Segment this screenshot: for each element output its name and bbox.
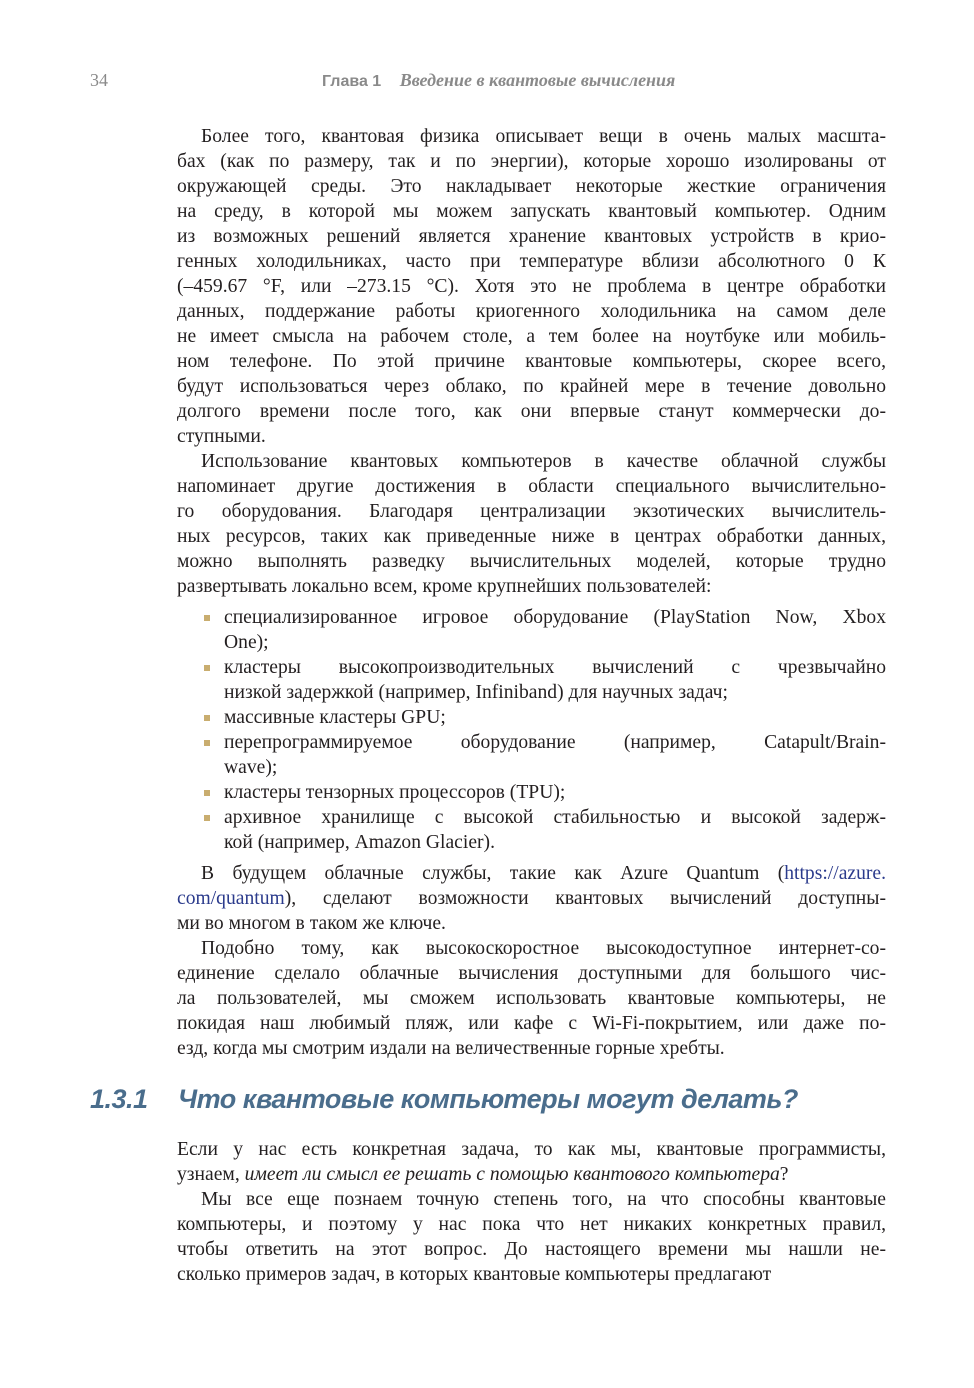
text-line: генных холодильниках, часто при температуре вблизи абсолютного 0 К	[177, 251, 886, 272]
text-line: массивные кластеры GPU;	[224, 707, 446, 728]
text-line: единение сделало облачные вычисления доступными для большого чис-	[177, 963, 886, 984]
text-span: В будущем облачные службы, такие как Azure Quantum (	[201, 863, 785, 884]
page-number: 34	[90, 70, 108, 90]
text-line: Более того, квантовая физика описывает вещи в очень малых масшта-	[201, 126, 886, 147]
bullet-icon	[204, 715, 210, 721]
text-line: данных, поддержание работы криогенного холодильника на самом деле	[177, 301, 886, 322]
bullet-icon	[204, 815, 210, 821]
paragraph	[177, 1137, 886, 1187]
text-line: долгого времени после того, как они впервые станут коммерчески до-	[177, 401, 886, 422]
text-line: кластеры тензорных процессоров (TPU);	[224, 782, 566, 803]
list-item	[177, 730, 886, 780]
italic-text: имеет ли смысл ее решать с помощью квантового компьютера	[244, 1164, 780, 1185]
text-line: One);	[224, 632, 269, 653]
paragraph	[177, 124, 886, 449]
text-line: перепрограммируемое оборудование (например, Catapult/Brain-	[224, 732, 886, 753]
text-line: на среду, в которой мы можем запускать квантовый компьютер. Одним	[177, 201, 886, 222]
text-line	[177, 886, 886, 911]
text-line: езд, когда мы смотрим издали на величественные горные хребты.	[177, 1038, 725, 1059]
text-line: wave);	[224, 757, 278, 778]
text-line: будут использоваться через облако, по крайней мере в течение довольно	[177, 376, 886, 397]
text-line: ных ресурсов, таких как приведенные ниже в центрах обработки данных,	[177, 526, 886, 547]
running-header	[322, 70, 675, 91]
text-line: бах (как по размеру, так и по энергии), которые хорошо изолированы от	[177, 151, 886, 172]
list-item	[177, 705, 886, 730]
list-item	[177, 655, 886, 705]
section-number: 1.3.1	[90, 1084, 148, 1114]
text-line: из возможных решений является хранение квантовых устройств в крио-	[177, 226, 886, 247]
text-line: Использование квантовых компьютеров в качестве облачной службы	[201, 451, 886, 472]
list-item	[177, 605, 886, 655]
section-title: Что квантовые компьютеры могут делать?	[178, 1084, 798, 1114]
text-line: Если у нас есть конкретная задача, то как мы, квантовые программисты,	[177, 1139, 886, 1160]
link[interactable]: https://azure.	[784, 863, 886, 884]
text-line: не имеет смысла на рабочем столе, а тем более на ноутбуке или мобиль-	[177, 326, 886, 347]
text-line: окружающей среды. Это накладывает некоторые жесткие ограничения	[177, 176, 886, 197]
text-line: ном телефоне. По этой причине квантовые компьютеры, скорее всего,	[177, 351, 886, 372]
text-line	[177, 1162, 886, 1187]
text-line: сколько примеров задач, в которых квантовые компьютеры предлагают	[177, 1264, 772, 1285]
text-line: покидая наш любимый пляж, или кафе с Wi-Fi-покрытием, или даже по-	[177, 1013, 886, 1034]
text-line: специализированное игровое оборудование (PlayStation Now, Xbox	[224, 607, 886, 628]
text-line: можно выполнять разведку вычислительных моделей, которые трудно	[177, 551, 886, 572]
bullet-icon	[204, 790, 210, 796]
list-item	[177, 780, 886, 805]
text-line	[177, 861, 886, 886]
bullet-list	[177, 605, 886, 855]
text-line: архивное хранилище с высокой стабильностью и высокой задерж-	[224, 807, 886, 828]
paragraph	[177, 449, 886, 599]
text-line: компьютеры, и поэтому у нас пока что нет никаких конкретных правил,	[177, 1214, 886, 1235]
list-item	[177, 805, 886, 855]
bullet-icon	[204, 740, 210, 746]
text-line: Мы все еще познаем точную степень того, на что способны квантовые	[201, 1189, 886, 1210]
chapter-title: Введение в квантовые вычисления	[399, 70, 676, 90]
text-line: (–459.67 °F, или –273.15 °C). Хотя это не проблема в центре обработки	[177, 276, 886, 297]
text-span: ), сделают возможности квантовых вычислений доступны-	[284, 888, 886, 909]
text-span: узнаем,	[177, 1164, 245, 1185]
text-line: чтобы ответить на этот вопрос. До настоящего времени мы нашли не-	[177, 1239, 886, 1260]
link[interactable]: com/quantum	[177, 888, 285, 909]
paragraph	[177, 1187, 886, 1287]
text-line: развертывать локально всем, кроме крупнейших пользователей:	[177, 576, 712, 597]
bullet-icon	[204, 665, 210, 671]
text-line: низкой задержкой (например, Infiniband) для научных задач;	[224, 682, 728, 703]
text-line: ла пользователей, мы сможем использовать квантовые компьютеры, не	[177, 988, 886, 1009]
text-span: ?	[779, 1164, 789, 1185]
text-line: ступными.	[177, 426, 266, 447]
text-line: напоминает другие достижения в области специального вычислительно-	[177, 476, 886, 497]
text-line: го оборудования. Благодаря централизации экзотических вычислитель-	[177, 501, 886, 522]
text-line: кластеры высокопроизводительных вычислений с чрезвычайно	[224, 657, 886, 678]
text-line: кой (например, Amazon Glacier).	[224, 832, 495, 853]
chapter-label: Глава 1	[322, 73, 382, 90]
text-line: ми во многом в таком же ключе.	[177, 913, 446, 934]
paragraph	[177, 861, 886, 936]
bullet-icon	[204, 615, 210, 621]
paragraph	[177, 936, 886, 1061]
text-line: Подобно тому, как высокоскоростное высокодоступное интернет-со-	[201, 938, 886, 959]
section-heading	[90, 1084, 798, 1115]
